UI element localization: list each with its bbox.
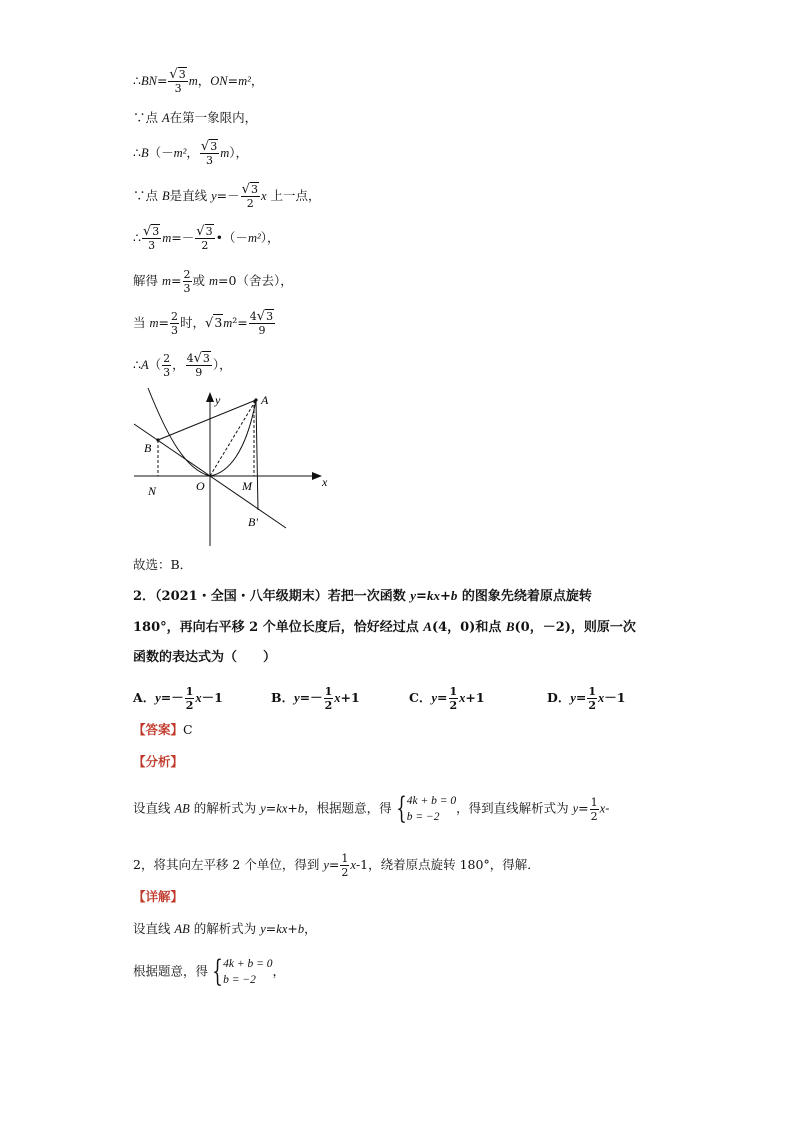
option-c: C．y= $\frac{1}{2}$ x+1 (409, 685, 485, 712)
fraction: $\frac{√3}{3}$ (200, 139, 218, 167)
fraction: $\frac{2}{3}$ (183, 268, 191, 295)
geometry-figure (128, 378, 338, 550)
parabola-curve (148, 388, 256, 476)
point-b (156, 438, 159, 441)
equation-system: 4k + b = 0 b = −2 (406, 795, 457, 823)
label-o: O (196, 479, 205, 493)
option-a: A．y=－ $\frac{1}{2}$ x－1 (133, 685, 223, 712)
label-y: y (215, 393, 221, 407)
solution-line-3: ∴B（－m²， $\frac{√3}{3}$ m）， (133, 139, 248, 167)
fraction: $\frac{4√3}{9}$ (249, 309, 274, 337)
segment-a-b-prime (256, 400, 258, 510)
fraction: $\frac{1}{2}$ (588, 685, 597, 712)
analysis-tag: 【分析】 (133, 754, 184, 769)
fraction: $\frac{4√3}{9}$ (186, 351, 210, 379)
fraction: $\frac{1}{2}$ (449, 685, 458, 712)
y-axis-arrow (206, 392, 214, 402)
fraction: $\frac{1}{2}$ (324, 685, 333, 712)
x-axis-arrow (312, 472, 322, 480)
analysis-line-2: 2，将其向左平移 2 个单位，得到 y= $\frac{1}{2}$ x-1，绕着原点旋转 180°，得解． (133, 852, 540, 879)
solution-line-4: ∵点 B是直线 y=－ $\frac{√3}{2}$ x 上一点， (133, 182, 321, 210)
label-b-prime: B' (248, 515, 258, 529)
fraction: $\frac{2}{3}$ (171, 310, 178, 337)
solution-line-8: ∴A（ $\frac{2}{3}$ ， $\frac{4√3}{9}$ ）， (133, 351, 232, 379)
segment-ba (158, 400, 256, 440)
solution-line-5: ∴ $\frac{√3}{3}$ m=－ $\frac{√3}{2}$ •（－m²）， (133, 224, 280, 252)
label-b: B (144, 441, 152, 455)
answer-line (133, 722, 193, 738)
answer-value: C (183, 722, 193, 737)
fraction: $\frac{√3}{3}$ (169, 67, 186, 95)
detail-line-2: 根据题意，得 { 4k + b = 0 b = −2 ， (133, 954, 285, 989)
label-a: A (261, 393, 269, 407)
brace: { (395, 791, 407, 826)
choice-line: 故选：B． (133, 557, 193, 572)
detail-tag: 【详解】 (133, 889, 184, 904)
option-b: B．y=－ $\frac{1}{2}$ x+1 (271, 685, 360, 712)
fraction: $\frac{2}{3}$ (163, 352, 171, 379)
question-line-3: 函数的表达式为（ ） (133, 650, 277, 665)
question-line-1: 2．（2021・全国・八年级期末）若把一次函数 y=kx+b 的图象先绕着原点旋转 (133, 588, 592, 604)
solution-line-2: ∵点 A在第一象限内， (133, 110, 258, 125)
fraction: $\frac{√3}{2}$ (241, 182, 258, 210)
option-d: D．y= $\frac{1}{2}$ x－1 (547, 685, 626, 712)
label-x: x (322, 475, 328, 489)
solution-line-7: 当 m= $\frac{2}{3}$ 时，√3m²= $\frac{4√3}{9}$ (133, 309, 274, 337)
fraction: $\frac{1}{2}$ (341, 852, 349, 879)
solution-line-1: ∴BN= $\frac{√3}{3}$ m，ON=m²， (133, 67, 264, 95)
fraction: $\frac{√3}{3}$ (142, 224, 160, 252)
label-n: N (148, 484, 157, 498)
point-a (254, 398, 257, 401)
question-line-2: 180°，再向右平移 2 个单位长度后，恰好经过点 A(4，0)和点 B(0，－2)，则原一次 (133, 619, 636, 635)
solution-line-6: 解得 m= $\frac{2}{3}$ 或 m=0（舍去）， (133, 268, 293, 295)
brace: { (212, 954, 223, 989)
analysis-line-1: 设直线 AB 的解析式为 y=kx+b，根据题意，得 { 4k + b = 0 b = −2 ，得到直线解析式为 y= $\frac{1}{2}$ x- (133, 791, 610, 826)
answer-tag: 【答案】 (133, 722, 184, 737)
fraction: $\frac{1}{2}$ (185, 685, 194, 712)
dashed-oa (210, 400, 256, 476)
fraction: $\frac{1}{2}$ (590, 795, 598, 823)
detail-line-1: 设直线 AB 的解析式为 y=kx+b， (133, 921, 317, 936)
label-m: M (242, 479, 252, 493)
equation-system: 4k + b = 0 b = −2 (223, 958, 273, 986)
fraction: $\frac{√3}{2}$ (196, 224, 213, 252)
